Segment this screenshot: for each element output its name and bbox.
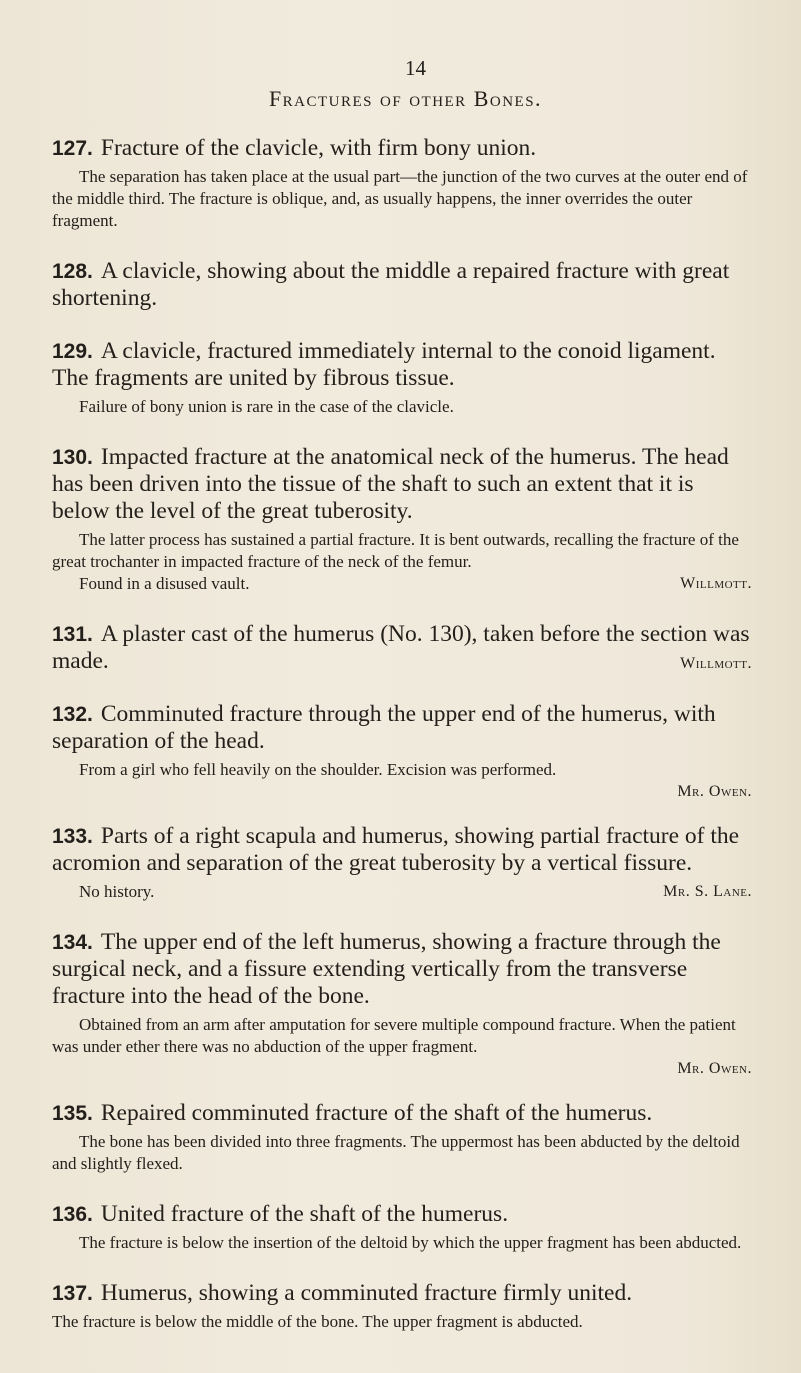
entry-heading [52, 701, 752, 755]
entries-list [52, 135, 752, 1333]
entry-heading-text: Parts of a right scapula and humerus, showing partial fracture of the acromion and separation of the great tuberosity by a vertical fissure. [52, 823, 740, 876]
entry-134 [52, 929, 752, 1080]
entry-heading-text: Impacted fracture at the anatomical neck of the humerus. The head has been driven into the tissue of the shaft to such an extent that it is below the level of the great tuberosity. [52, 444, 729, 524]
entry-heading [52, 1201, 752, 1228]
entry-heading [52, 258, 752, 312]
entry-heading [52, 1280, 752, 1307]
entry-heading [52, 338, 752, 392]
entry-note: The bone has been divided into three fragments. The uppermost has been abducted by the deltoid and slightly flexed. [52, 1132, 740, 1173]
running-title: Fractures of other Bones. [268, 86, 543, 111]
entry-132 [52, 701, 752, 803]
entry-127 [52, 135, 752, 232]
entry-note-line [52, 573, 752, 595]
entry-note-line [52, 881, 752, 903]
entry-heading [52, 444, 752, 525]
entry-heading-text: A plaster cast of the humerus (No. 130), taken before the section was made. [52, 621, 750, 674]
page-number: 14 [405, 56, 426, 80]
entry-heading-text: A clavicle, fractured immediately internal to the conoid ligament. The fragments are united by fibrous tissue. [52, 338, 716, 391]
entry-130 [52, 444, 752, 595]
entry-heading [52, 823, 752, 877]
entry-number: 135. [52, 1102, 93, 1125]
entry-number: 136. [52, 1203, 93, 1226]
entry-number: 134. [52, 931, 93, 954]
entry-number: 132. [52, 703, 93, 726]
entry-provenance: Found in a disused vault. [79, 574, 250, 593]
entry-131 [52, 621, 752, 675]
entry-number: 129. [52, 340, 93, 363]
entry-heading [52, 1100, 752, 1127]
entry-number: 128. [52, 260, 93, 283]
entry-129 [52, 338, 752, 418]
entry-133 [52, 823, 752, 903]
entry-128 [52, 258, 752, 312]
entry-heading-text: The upper end of the left humerus, showing a fracture through the surgical neck, and a fissure extending vertically from the transverse fracture into the head of the bone. [52, 929, 721, 1009]
entry-heading [52, 135, 752, 162]
entry-note: From a girl who fell heavily on the shoulder. Excision was performed. [79, 760, 557, 779]
entry-note: The fracture is below the middle of the bone. The upper fragment is abducted. [52, 1312, 583, 1331]
entry-note: The latter process has sustained a partial fracture. It is bent outwards, recalling the fracture of the great trochanter in impacted fracture of the neck of the femur. [52, 530, 739, 571]
entry-provenance: No history. [79, 882, 155, 901]
entry-number: 133. [52, 825, 93, 848]
entry-heading [52, 929, 752, 1010]
entry-credit: Willmott. [680, 575, 752, 592]
entry-heading-text: Comminuted fracture through the upper end of the humerus, with separation of the head. [52, 701, 716, 754]
entry-heading-text: Fracture of the clavicle, with firm bony union. [100, 135, 537, 161]
entry-136 [52, 1201, 752, 1254]
entry-number: 131. [52, 623, 93, 646]
entry-number: 130. [52, 446, 93, 469]
entry-135 [52, 1100, 752, 1175]
entry-number: 137. [52, 1282, 93, 1305]
entry-note: The separation has taken place at the usual part—the junction of the two curves at the outer end of the middle third. The fracture is oblique, and, as usually happens, the inner overrides the outer fragment. [52, 167, 748, 230]
entry-heading-text: United fracture of the shaft of the humerus. [100, 1201, 509, 1227]
entry-137 [52, 1280, 752, 1333]
entry-heading-text: Repaired comminuted fracture of the shaft of the humerus. [100, 1100, 653, 1126]
entry-credit: Willmott. [680, 655, 752, 672]
entry-heading-text: Humerus, showing a comminuted fracture firmly united. [100, 1280, 633, 1306]
entry-note: The fracture is below the insertion of the deltoid by which the upper fragment has been abducted. [79, 1233, 742, 1252]
entry-credit: Mr. Owen. [677, 1060, 752, 1077]
entry-number: 127. [52, 137, 93, 160]
entry-credit: Mr. Owen. [677, 783, 752, 800]
entry-note: Failure of bony union is rare in the case of the clavicle. [79, 397, 454, 416]
entry-heading-text: A clavicle, showing about the middle a repaired fracture with great shortening. [52, 258, 730, 311]
entry-credit: Mr. S. Lane. [663, 883, 752, 900]
entry-note: Obtained from an arm after amputation for severe multiple compound fracture. When the patient was under ether there was no abduction of the upper fragment. [52, 1015, 736, 1056]
